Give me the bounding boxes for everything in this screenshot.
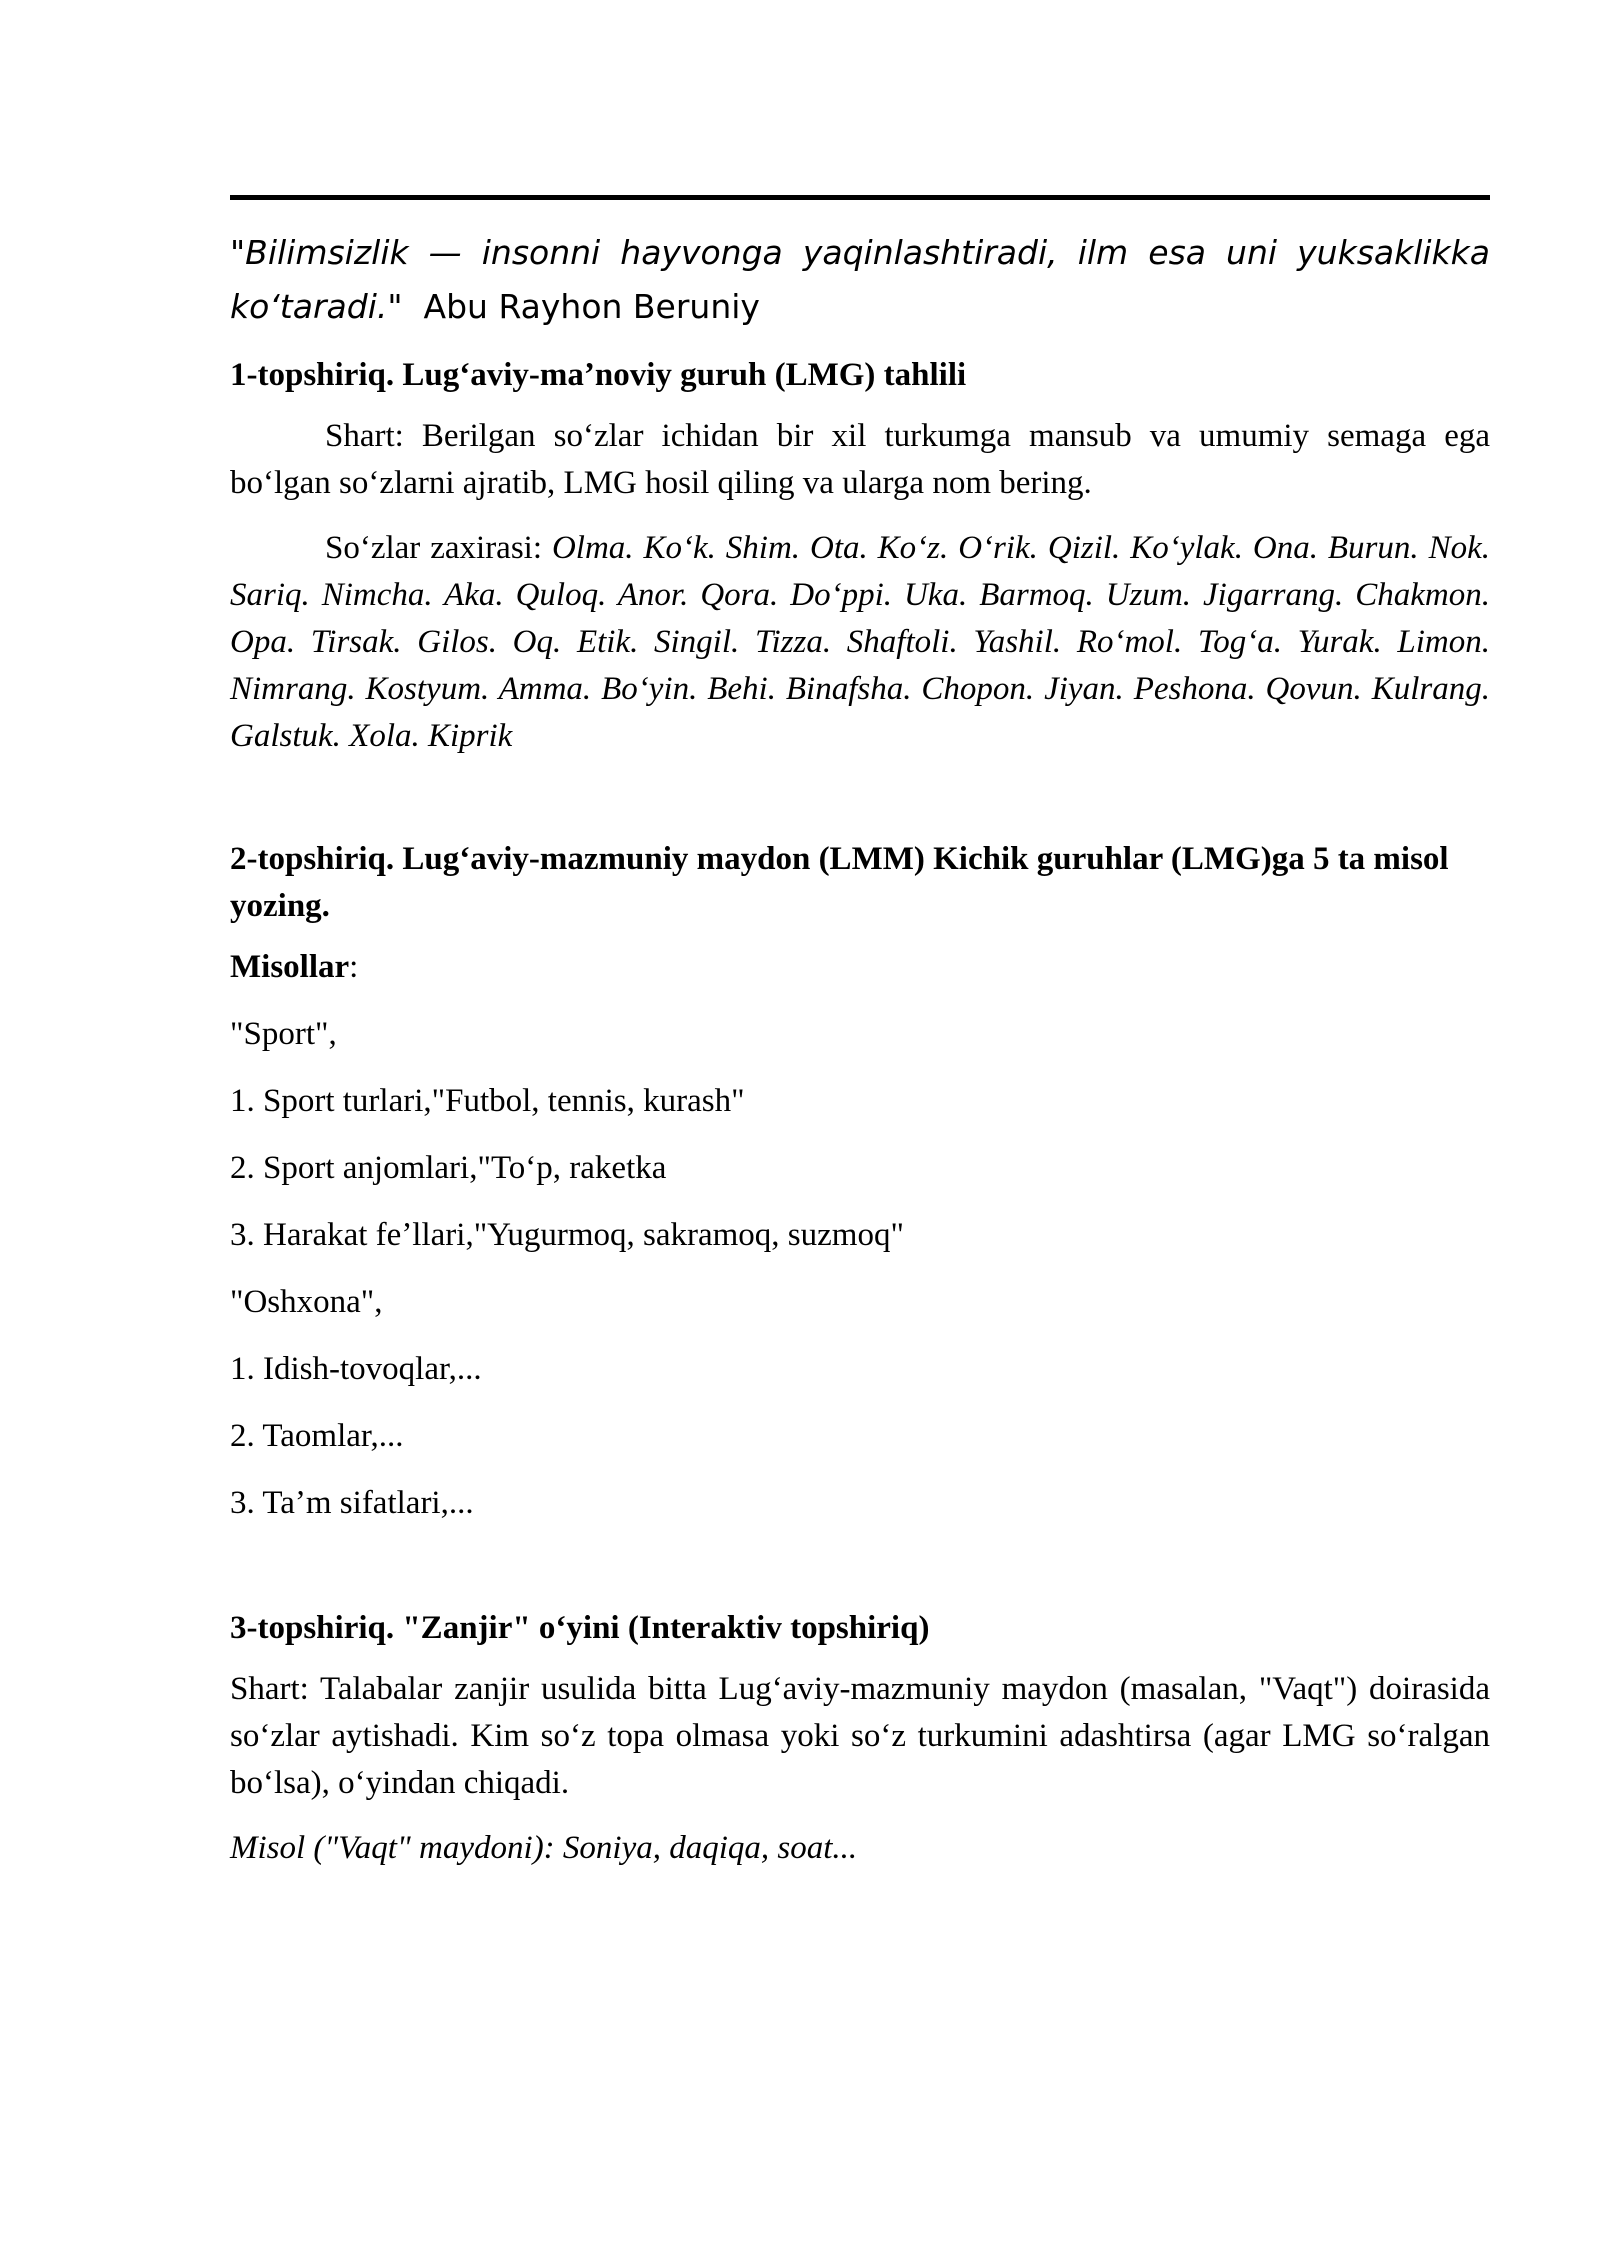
list-item: 2. Taomlar,... (230, 1418, 404, 1454)
task2-title: 2-topshiriq. Lugʻaviy-mazmuniy maydon (LMM) Kichik guruhlar (LMG)ga 5 ta misol yozing. (230, 841, 1449, 924)
epigraph-quote: "Bilimsizlik — insonni hayvonga yaqinlashtiradi, ilm esa uni yuksaklikka koʻtaradi." (230, 233, 1490, 326)
epigraph-author: Abu Rayhon Beruniy (423, 287, 760, 326)
task3-title: 3-topshiriq. "Zanjir" oʻyini (Interaktiv topshiriq) (230, 1610, 930, 1646)
spacer (230, 778, 1490, 836)
document-page (230, 195, 1490, 1890)
task3-condition: Shart: Talabalar zanjir usulida bitta Lugʻaviy-mazmuniy maydon (masalan, "Vaqt") doirasida soʻzlar aytishadi. Kim soʻz topa olmasa yoki soʻz turkumini adashtirsa (agar LMG soʻralgan boʻlsa), oʻyindan chiqadi. (230, 1671, 1490, 1801)
list-item: 1. Idish-tovoqlar,... (230, 1351, 482, 1387)
task1-words (230, 525, 1490, 760)
task1-condition: Shart: Berilgan soʻzlar ichidan bir xil turkumga mansub va umumiy semaga ega boʻlgan soʻzlarni ajratib, LMG hosil qiling va ularga nom bering. (230, 418, 1490, 501)
task1-words-label: Soʻzlar zaxirasi: (325, 530, 543, 566)
list-item: "Oshxona", (230, 1284, 383, 1320)
task2-examples-heading: Misollar: (230, 949, 359, 985)
task3-example: Misol ("Vaqt" maydoni): Soniya, daqiqa, soat... (230, 1830, 858, 1866)
task1-title: 1-topshiriq. Lugʻaviy-maʼnoviy guruh (LMG) tahlili (230, 357, 967, 393)
epigraph (230, 226, 1490, 334)
list-item: 1. Sport turlari,"Futbol, tennis, kurash" (230, 1083, 745, 1119)
top-rule (230, 195, 1490, 200)
task2-examples-label: Misollar (230, 949, 350, 985)
list-item: "Sport", (230, 1016, 337, 1052)
list-item: 2. Sport anjomlari,"Toʻp, raketka (230, 1150, 667, 1186)
task1-words-list: Olma. Koʻk. Shim. Ota. Koʻz. Oʻrik. Qizil. Koʻylak. Ona. Burun. Nok. Sariq. Nimcha. Aka. Quloq. Anor. Qora. Doʻppi. Uka. Barmoq. Uzum. Jigarrang. Chakmon. Opa. Tirsak. Gilos. Oq. Etik. Singil. Tizza. Shaftoli. Yashil. Roʻmol. Togʻa. Yurak. Limon. Nimrang. Kostyum. Amma. Boʻyin. Behi. Binafsha. Chopon. Jiyan. Peshona. Qovun. Kulrang. Galstuk. Xola. Kiprik (230, 530, 1490, 754)
list-item: 3. Harakat feʼllari,"Yugurmoq, sakramoq, suzmoq" (230, 1217, 904, 1253)
spacer (230, 1547, 1490, 1605)
list-item: 3. Taʼm sifatlari,... (230, 1485, 474, 1521)
